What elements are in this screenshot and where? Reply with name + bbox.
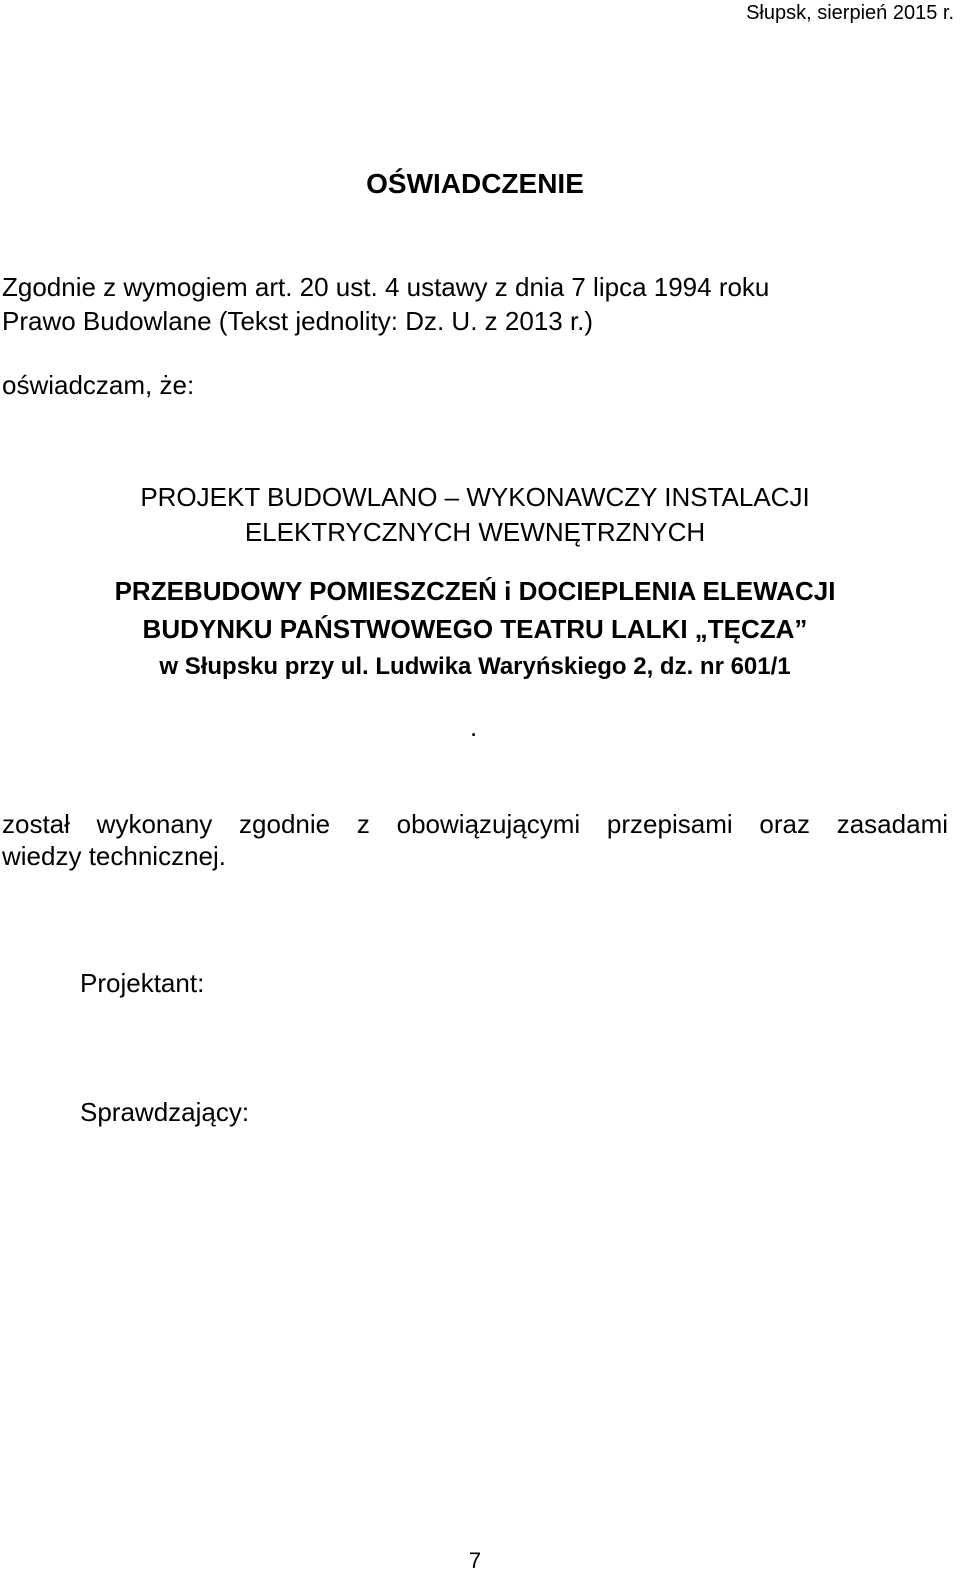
project-address: w Słupsku przy ul. Ludwika Waryńskiego 2, dz. nr 601/1: [159, 653, 791, 680]
project-scope-line-1: PRZEBUDOWY POMIESZCZEŃ i DOCIEPLENIA ELEWACJI: [114, 576, 836, 606]
conclusion-line-2: wiedzy technicznej.: [2, 841, 226, 871]
checker-label: Sprawdzający:: [80, 1097, 250, 1127]
project-type: [0, 480, 950, 550]
declaration-text: oświadczam, że:: [2, 370, 195, 400]
project-type-line-2: ELEKTRYCZNYCH WEWNĘTRZNYCH: [244, 517, 706, 547]
page-title: OŚWIADCZENIE: [366, 168, 584, 199]
legal-basis: [2, 270, 769, 338]
conclusion-text: [2, 808, 948, 872]
page-number: 7: [468, 1548, 482, 1573]
project-scope: [0, 572, 950, 686]
place-date: Słupsk, sierpień 2015 r.: [746, 2, 954, 24]
designer-label: Projektant:: [80, 968, 205, 998]
separator-dot: .: [470, 712, 478, 742]
legal-basis-line-2: Prawo Budowlane (Tekst jednolity: Dz. U. z 2013 r.): [2, 306, 594, 336]
project-type-line-1: PROJEKT BUDOWLANO – WYKONAWCZY INSTALACJI: [140, 482, 810, 512]
conclusion-line-1: został wykonany zgodnie z obowiązującymi przepisami oraz zasadami: [2, 809, 948, 839]
project-scope-line-2: BUDYNKU PAŃSTWOWEGO TEATRU LALKI „TĘCZA”: [142, 614, 808, 644]
legal-basis-line-1: Zgodnie z wymogiem art. 20 ust. 4 ustawy z dnia 7 lipca 1994 roku: [2, 272, 770, 302]
